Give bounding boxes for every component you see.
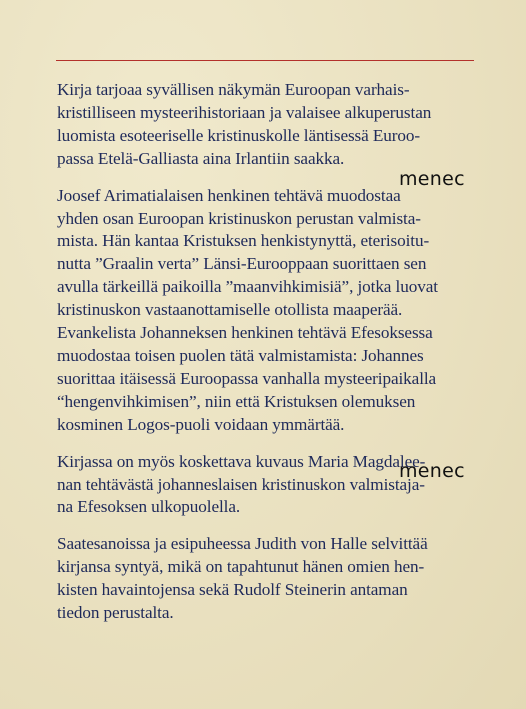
- text-line: muodostaa toisen puolen tätä valmistamista: Johannes: [57, 345, 424, 365]
- text-line: Saatesanoissa ja esipuheessa Judith von Halle selvittää: [57, 534, 428, 554]
- back-cover-blurb: [57, 79, 487, 639]
- top-divider-rule: [56, 60, 474, 61]
- watermark-text: menec: [399, 168, 465, 190]
- text-line: na Efesoksen ulkopuolella.: [57, 497, 241, 517]
- paragraph-intro: [57, 79, 487, 171]
- text-line: tiedon perustalta.: [57, 603, 174, 623]
- paragraph-joosef: [57, 185, 487, 437]
- text-line: mista. Hän kantaa Kristuksen henkistynyttä, eterisoitu-: [57, 231, 430, 251]
- text-line: passa Etelä-Galliasta aina Irlantiin saakka.: [57, 148, 345, 168]
- text-line: luomista esoteeriselle kristinuskolle läntisessä Euroo-: [57, 125, 420, 145]
- text-line: kirjansa syntyä, mikä on tapahtunut hänen omien hen-: [57, 557, 425, 577]
- text-line: Evankelista Johanneksen henkinen tehtävä Efesoksessa: [57, 323, 433, 343]
- text-line: avulla tärkeillä paikoilla ”maanvihkimisiä”, jotka luovat: [57, 277, 438, 297]
- text-line: Kirjassa on myös koskettava kuvaus Maria Magdalee-: [57, 451, 426, 471]
- text-line: yhden osan Euroopan kristinuskon perustan valmista-: [57, 208, 421, 228]
- text-line: nan tehtävästä johanneslaisen kristinuskon valmistaja-: [57, 474, 425, 494]
- text-line: kristilliseen mysteerihistoriaan ja valaisee alkuperustan: [57, 102, 432, 122]
- text-line: kisten havaintojensa sekä Rudolf Steinerin antaman: [57, 580, 408, 600]
- text-line: suorittaa itäisessä Euroopassa vanhalla mysteeripaikalla: [57, 368, 437, 388]
- text-line: kosminen Logos-puoli voidaan ymmärtää.: [57, 414, 345, 434]
- text-line: Kirja tarjoaa syvällisen näkymän Euroopan varhais-: [57, 80, 410, 99]
- watermark-text: menec: [399, 460, 465, 482]
- paragraph-saatesanat: [57, 533, 487, 625]
- text-line: Joosef Arimatialaisen henkinen tehtävä muodostaa: [57, 185, 401, 205]
- text-line: nutta ”Graalin verta” Länsi-Eurooppaan suorittaen sen: [57, 254, 427, 274]
- text-line: “hengenvihkimisen”, niin että Kristuksen olemuksen: [57, 391, 416, 411]
- text-line: kristinuskon vastaanottamiselle otollista maaperää.: [57, 300, 403, 320]
